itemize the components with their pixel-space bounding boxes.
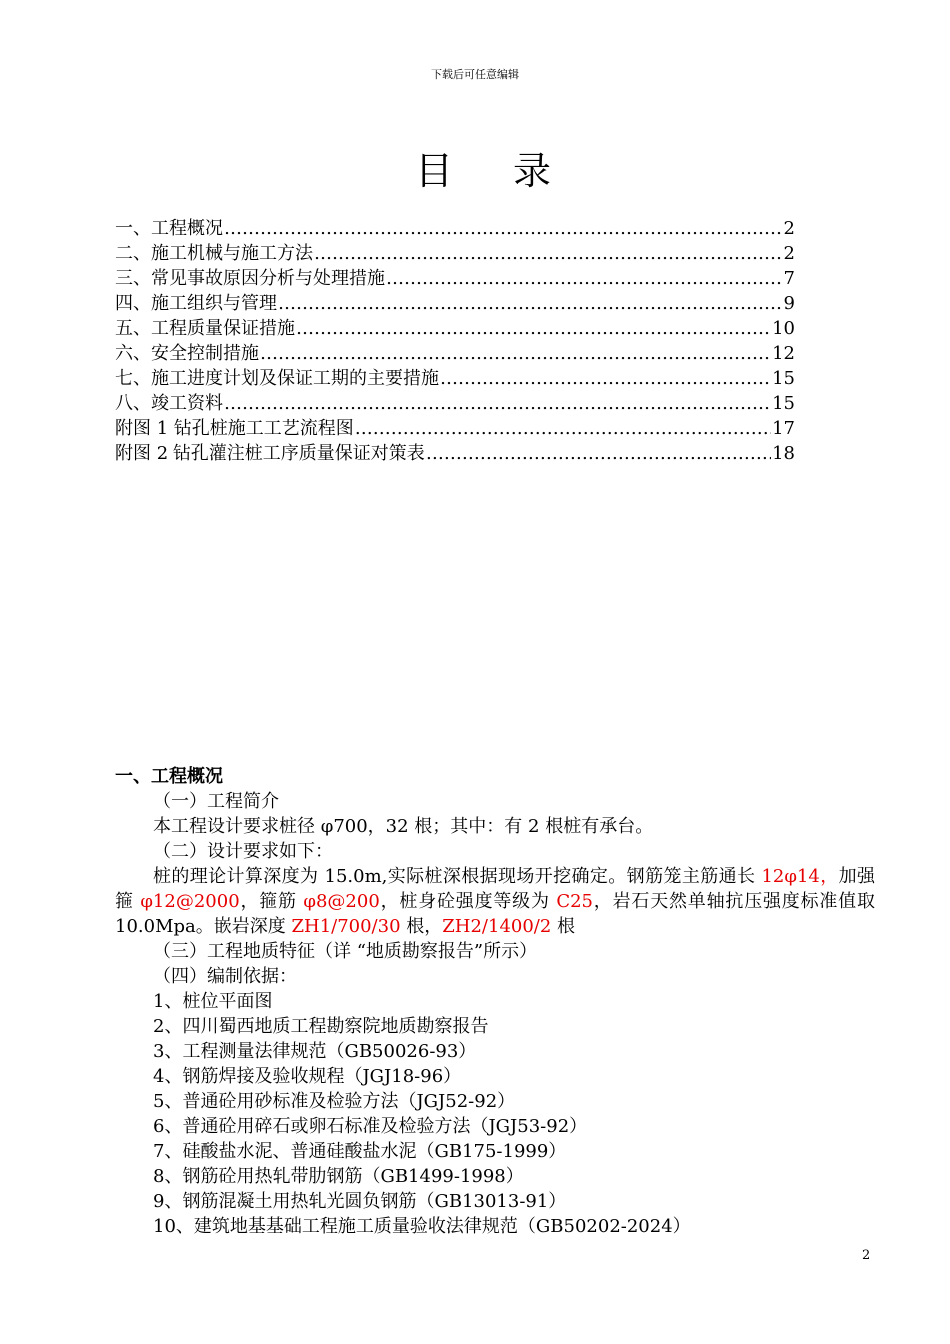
toc-entry-label: 六、安全控制措施 bbox=[115, 343, 259, 364]
toc-attachment-label: 钻孔灌注桩工序质量保证对策表 bbox=[172, 443, 425, 464]
design-text: ，桩身砼强度等级为 bbox=[379, 891, 557, 912]
toc-leader-dots bbox=[224, 391, 771, 416]
toc-entry[interactable] bbox=[115, 291, 795, 316]
design-text: 桩的理论计算深度为 15.0m,实际桩深根据现场开挖确定。钢筋笼主筋通长 bbox=[153, 866, 762, 887]
subheading-geology: （三）工程地质特征（详 “地质勘察报告”所示） bbox=[153, 941, 538, 962]
pile-type-zh2: ZH2/1400/2 bbox=[442, 916, 552, 937]
toc-entry[interactable] bbox=[115, 366, 795, 391]
toc-leader-dots bbox=[260, 341, 771, 366]
toc-entry-page: 15 bbox=[772, 368, 795, 389]
toc-entry-page: 9 bbox=[783, 293, 795, 314]
toc-attachment-prefix: 附图 1 bbox=[115, 418, 169, 439]
section-project-overview bbox=[115, 764, 875, 1239]
toc-entry[interactable] bbox=[115, 266, 795, 291]
toc-attachment-label: 钻孔桩施工工艺流程图 bbox=[173, 418, 354, 439]
toc-entry-page: 10 bbox=[772, 318, 795, 339]
basis-item: 8、钢筋砼用热轧带肋钢筋（GB1499-1998） bbox=[153, 1166, 524, 1187]
toc-entry-label: 二、施工机械与施工方法 bbox=[115, 243, 313, 264]
toc-leader-dots bbox=[296, 316, 771, 341]
project-intro-text: 本工程设计要求桩径 φ700，32 根；其中：有 2 根桩有承台。 bbox=[153, 816, 654, 837]
basis-item: 4、钢筋焊接及验收规程（JGJ18-96） bbox=[153, 1066, 462, 1087]
basis-item: 5、普通砼用砂标准及检验方法（JGJ52-92） bbox=[153, 1091, 516, 1112]
toc-entry-label: 三、常见事故原因分析与处理措施 bbox=[115, 268, 385, 289]
basis-item: 1、桩位平面图 bbox=[153, 991, 273, 1012]
toc-entry[interactable] bbox=[115, 316, 795, 341]
header-note: 下载后可任意编辑 bbox=[431, 68, 519, 81]
toc-leader-dots bbox=[440, 366, 771, 391]
basis-item: 3、工程测量法律规范（GB50026-93） bbox=[153, 1041, 477, 1062]
basis-item: 2、四川蜀西地质工程勘察院地质勘察报告 bbox=[153, 1016, 489, 1037]
stiffener-hoop-spec: φ12@2000 bbox=[140, 891, 240, 912]
basis-item: 7、硅酸盐水泥、普通硅酸盐水泥（GB175-1999） bbox=[153, 1141, 567, 1162]
toc-attachment-prefix: 附图 2 bbox=[115, 443, 169, 464]
toc-entry-page: 15 bbox=[772, 393, 795, 414]
subheading-basis: （四）编制依据： bbox=[153, 966, 297, 987]
concrete-grade: C25 bbox=[556, 891, 593, 912]
toc-entry-label: 八、竣工资料 bbox=[115, 393, 223, 414]
toc-title: 目 录 bbox=[414, 149, 576, 193]
subheading-design-requirements: （二）设计要求如下： bbox=[153, 841, 333, 862]
toc-entry-page: 12 bbox=[772, 343, 795, 364]
design-text: 根， bbox=[400, 916, 443, 937]
section-heading: 一、工程概况 bbox=[115, 766, 223, 787]
basis-item: 9、钢筋混凝土用热轧光圆负钢筋（GB13013-91） bbox=[153, 1191, 567, 1212]
toc-leader-dots bbox=[224, 216, 783, 241]
toc-entry-label: 一、工程概况 bbox=[115, 218, 223, 239]
subheading-project-intro: （一）工程简介 bbox=[153, 791, 279, 812]
design-text: ，岩石天然单轴抗压强度标准值取 10.0Mpa。嵌岩深度 bbox=[115, 891, 875, 937]
toc-entry[interactable] bbox=[115, 391, 795, 416]
design-text: 加强箍 bbox=[115, 866, 875, 912]
basis-item: 6、普通砼用碎石或卵石标准及检验方法（JGJ53-92） bbox=[153, 1116, 588, 1137]
toc-entry-page: 18 bbox=[772, 443, 795, 464]
toc-leader-dots bbox=[426, 441, 771, 466]
toc-leader-dots bbox=[278, 291, 783, 316]
stirrup-spec: φ8@200 bbox=[303, 891, 380, 912]
toc-leader-dots bbox=[386, 266, 783, 291]
design-requirements-paragraph bbox=[115, 864, 875, 939]
toc-entry-page: 7 bbox=[783, 268, 795, 289]
design-text: 根 bbox=[551, 916, 576, 937]
toc-entry-label: 四、施工组织与管理 bbox=[115, 293, 277, 314]
toc-entry[interactable] bbox=[115, 241, 795, 266]
toc-entry-page: 2 bbox=[783, 218, 795, 239]
toc-leader-dots bbox=[355, 416, 771, 441]
table-of-contents bbox=[115, 216, 795, 466]
toc-entry[interactable] bbox=[115, 341, 795, 366]
basis-item: 10、建筑地基基础工程施工质量验收法律规范（GB50202-2024） bbox=[153, 1216, 691, 1237]
design-text: ，箍筋 bbox=[239, 891, 304, 912]
toc-leader-dots bbox=[314, 241, 783, 266]
toc-attachment-entry[interactable] bbox=[115, 416, 795, 441]
toc-entry-label: 五、工程质量保证措施 bbox=[115, 318, 295, 339]
pile-type-zh1: ZH1/700/30 bbox=[291, 916, 401, 937]
toc-entry-page: 2 bbox=[783, 243, 795, 264]
rebar-main-spec: 12φ14， bbox=[761, 866, 839, 887]
toc-entry-page: 17 bbox=[772, 418, 795, 439]
page-number: 2 bbox=[862, 1248, 871, 1263]
toc-entry-label: 七、施工进度计划及保证工期的主要措施 bbox=[115, 368, 439, 389]
toc-attachment-entry[interactable] bbox=[115, 441, 795, 466]
toc-entry[interactable] bbox=[115, 216, 795, 241]
